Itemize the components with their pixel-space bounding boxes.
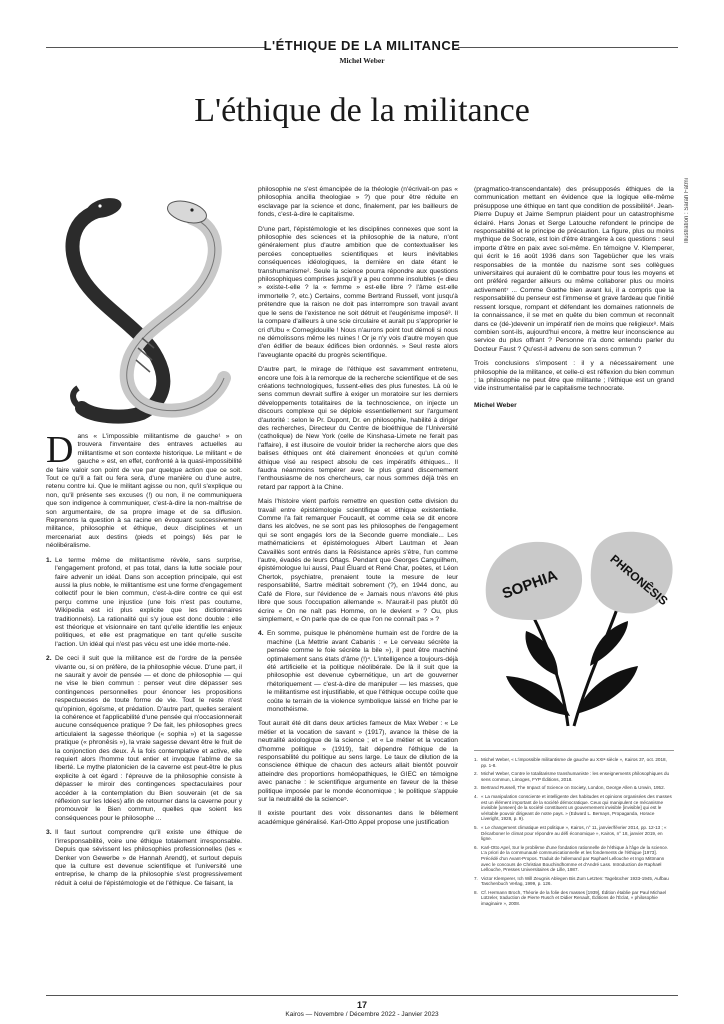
numbered-point — [46, 829, 242, 888]
paragraph: Mais l'histoire vient parfois remettre en question cette division du travail entre épistémologie scientifique et éthique existentielle. Comme l'a fait remarquer Foucault, et comme cela se dit encore dans les alcôves, ne se sont pas les philosophes de l'engagement qui se sont engagés lors de la Seconde guerre mondiale... Les mathématiciens et épistémologues Albert Lautman et Jean Cavaillès sont entrés dans la Résistance après s'être, l'un comme l'autre, évadés de leurs Oflags. Pendant que Georges Canguilhem, épistémologue lui aussi, Paul Éluard et René Char, poètes, et Léon Chertok, psychiatre, prenaient toute la mesure de leur responsabilité, Sartre méditait sobrement (?), en 1944 donc, au Café de Flore, sur l'évidence de « Jamais nous n'avons été plus libre que sous l'occupation allemande ». N'aurait-il pas plutôt dû écrire « On ne naît pas Homme, on le devient » ? Ou, plus simplement, « On parle que de ce que l'on ne connaît pas » ? — [258, 498, 458, 623]
intro-text: ans « L'impossible militantisme de gauche¹ » on trouvera l'inventaire des entraves actuelles au militantisme et son contexte historique. Le militant « de gauche » est, en effet, confronté à la quasi-impossibilité de faire valoir son point de vue par quelque action que ce soit. Tout ce qu'il a fait ou fera sera, d'une manière ou d'une autre, retenu contre lui. Que le militant agisse ou non, qu'il s'explique ou non, qu'il présente ses excuses (!) ou non, il ne communiquera que son indigence à communiquer, c'est-à-dire la non-maîtrise de son argumentaire, de sa propre image et de sa diffusion. Reprenons la question à sa racine en évoquant successivement militance, philosophie et éthique, deux disciplines et un mercenariat aux destins (pieds et poings) liés par le néolibéralisme. — [46, 433, 242, 550]
paragraph: (pragmatico-transcendantale) des présupposés éthiques de la communication mettant en évidence que la logique elle-même présuppose une éthique en tant que condition de possibilité⁶. Jean-Pierre Dupuy et Jaime Semprun plaident pour un catastrophisme éclairé. Hans Jonas et Serge Latouche refondent le principe de responsabilité et le principe de précaution. La figure, plus ou moins mythique de Socrate, est loin d'être étrangère à ces questions : seul importe d'être en paix avec soi-même. En témoigne V. Klemperer, qui écrit le 16 août 1936 dans son Tagebücher que les vrais responsables de la montée du nazisme sont ses collègues universitaires qui auraient dû le combattre pour tous les moyens et ont préféré regarder ailleurs ou même collaborer plus ou moins activement⁷ ... Comme Gœthe bien avant lui, il a compris que la responsabilité du penseur est l'immense et grave fardeau que l'initié ressent lorsque, rompant et défendant les domaines rationnels de la connaissance, il se met en quête du bien commun et reconnaît dans ce (dé-)devenir un impératif rien de moins que religieux⁸. Mais combien sont-ils, aujourd'hui encore, à mettre leur inconscience au service du plus offrant ? Personne n'a donc entendu parler du Docteur Faust ? Qu'est-il advenu de son sens commun ? — [474, 186, 674, 353]
light-serpent — [127, 218, 224, 411]
column-2 — [258, 186, 458, 833]
dark-serpent-tail — [73, 388, 82, 408]
footnote: 4. « La manipulation consciente et intelligente des habitudes et opinions organisées des masses est un élément important de la société démocratique. Ceux qui manipulent ce mécanisme invisible [unseen] de la société constituent un gouvernement invisible [invisible] qui est le véritable pouvoir dirigeant de notre pays. » (Edward L. Bernays, Propaganda, Horace Liveright, 1928, p. 9). — [474, 793, 672, 822]
paragraph: Tout aurait été dit dans deux articles fameux de Max Weber : « Le métier et la vocation de savant » (1917), avance la thèse de la neutralité axiologique de la science ; et « Le métier et la vocation d'homme politique » (1919), fait dépendre l'éthique de la responsabilité du politique au sens large. Le taux de dilution de la conscience éthique de chacun des acteurs allait bientôt pouvoir atteindre des proportions homéopathiques, le GIEC en témoigne avec panache : le scientifique argumente en faveur de la thèse politique imposée par le monde économique ; le politique s'appuie sur la neutralité de la science⁵. — [258, 720, 458, 804]
footnote: 7. Victor Klemperer, Ich Will Zeugnis Ablegen Bis Zum Letzten: Tagebücher 1933-1945, Aufbau Taschenbuch Verlag, 1999, p. 126. — [474, 875, 669, 887]
dark-serpent — [72, 210, 163, 417]
point-number: 1. — [46, 556, 52, 564]
footnotes-rule — [474, 750, 674, 751]
serpents-illustration — [42, 188, 242, 428]
paragraph: D'autre part, le mirage de l'éthique est savamment entretenu, encore une fois à la remorque de la recherche scientifique et de ses créations technologiques, fussent-elles des plus funestes. Là où le sens commun devrait suffire à exiger un moratoire sur les derniers développements totalitaires de la technoscience, on injecte un discours complexe qui se déploie essentiellement sur l'argument d'autorité : selon le Pr. Dupont, Dr. en philosophie, habilité à diriger des recherches, Directeur du Centre de bioéthique de l'Université (catholique) de New York (celle de Kinshasa-Limete ne ferait pas l'affaire), il est illusoire de vouloir brider la recherche alors que des balises éthiques ont été clairement énoncées et qu'un comité éthique visé au respect absolu de ces impératifs éthiques... Il faudra néanmoins tempérer avec le plus grand discernement l'enthousiasme de nos chercheurs, car nous sommes déjà très en retard par rapport à la Chine. — [258, 366, 458, 491]
numbered-point — [46, 557, 242, 649]
page-number: 17 — [356, 1000, 367, 1010]
drop-cap: D — [46, 429, 74, 471]
paragraph: philosophie ne s'est émancipée de la théologie (n'écrivait-on pas « philosophia ancilla theologiae » ?) que pour être réduite en esclavage par la science et donc, finalement, par les bailleurs de fonds, c'est-à-dire le capitalisme. — [258, 186, 458, 219]
footer-rule — [46, 995, 678, 996]
petal-label-right: PHRONÊSIS — [607, 551, 671, 609]
numbered-point — [258, 630, 458, 714]
footnote: 5. « Le changement climatique est politique », Kairos, n° 11, janvier/février 2014, pp. 12-13 ; « Décarboner le climat pour répondre au défi économique », Kairos, n° 18, janvier 2019, en ligne. — [474, 824, 667, 842]
article-title: L'éthique de la militance — [194, 92, 530, 129]
column-1 — [46, 429, 242, 894]
paragraph: Il existe pourtant des voix dissonantes dans le bêlement académique généralisé. Karl-Otto Appel propose une justification — [258, 810, 458, 826]
footnote: 8. Cf. Hermann Broch, Théorie de la folie des masses [1939], Édition établie par Paul Michael Lützeler, traduction de Pierre Rusch et Didier Renault, Éditions de l'Éclat, « philosophie imaginaire », 2008. — [474, 889, 667, 907]
flower-illustration — [478, 526, 678, 741]
point-number: 3. — [46, 829, 52, 837]
running-header-title: L'ÉTHIQUE DE LA MILITANCE — [263, 38, 461, 53]
point-text: Il faut surtout comprendre qu'il existe une éthique de l'irresponsabilité, voire une éthique totalement irresponsable. Depuis que sévissent les philosophies professionnelles (les « Denker von Gewerbe » de Hannah Arendt), et surtout depuis que la culture est devenue scientifique et l'université une entreprise, le champ de la philosophie s'est progressivement réduit à celui de l'épistémologie et de l'éthique. Ce faisant, la — [55, 829, 242, 887]
column-3 — [474, 186, 674, 410]
petal-label-left: SOPHIA — [499, 566, 560, 603]
point-number: 2. — [46, 655, 52, 663]
illustration-credit: Illustration : Sarah Fatmi — [684, 178, 690, 244]
footnote: 3. Bertrand Russell, The Impact of Science on Society, London, George Allen & Unwin, 1952. — [474, 785, 665, 791]
signature: Michel Weber — [474, 401, 517, 409]
paragraph: D'une part, l'épistémologie et les disciplines connexes que sont la philosophie des sciences et la philosophie de la nature, n'ont généralement plus d'autre ambition que de contextualiser les percées conceptuelles scientifiques et leurs inévitables conséquences idéologiques, la dernière en date étant le transhumanisme². Seule la science pourra répondre aux questions philosophiques comprises jusqu'il y a peu comme insolubles (« dieu » existe-t-elle ? la « femme » est-elle libre ? l'âme est-elle immortelle ?, etc.) Certains, comme Bertrand Russell, vont jusqu'à prétendre que la raison ne doit pas interrompre son travail avant que le sens de l'existence ne soit détruit et l'eugénisme imposé³. Il la compare d'ailleurs à une scie circulaire et aurait pu s'approprier le cri d'Ubu « Cornegidouille ! Nous n'aurons point tout démoli si nous ne démolissons même les ruines ! Or je n'y vois d'autre moyen que d'en édifier de beaux édifices bien ordonnés. » Seul reste alors l'aveuglante opacité du progrès scientifique. — [258, 225, 459, 359]
issue-line: Kairos — Novembre / Décembre 2022 - Janvier 2023 — [285, 1011, 439, 1018]
intro-paragraph — [46, 429, 242, 551]
point-text: En somme, puisque le phénomène humain est de l'ordre de la machine (La Mettrie avant Cabanis : « Le cerveau sécrète la pensée comme le foie sécrète la bile »), il peut être machiné optimalement sans états d'âme (!)⁴. L'intelligence a toujours-déjà été artificielle et la politique néolibérale. De là il suit que la philosophie est devenue cybernétique, un art de gouverner rhétoriquement — c'est-à-dire de manipuler — les masses, que le militantisme est injustifiable, et que l'éthique occupe coûte que coûte le terrain de la violence symbolique laissé en friche par le monothéisme. — [267, 630, 458, 713]
point-number: 4. — [258, 630, 264, 638]
point-text: De ceci il suit que la militance est de l'ordre de la pensée vivante ou, si on préfère, de la philosophie vécue. D'une part, il ne saurait y avoir de pensée — et donc de philosophie — qui ne vise le bien commun : penser veut dire dépasser ses contingences personnelles pour énoncer les propositions respectueuses de toute forme de vie. Tout le reste n'est qu'opinion, égoïsme, et prédation. D'autre part, quelles seraient la cohérence et l'applicabilité d'une pensée qui n'occasionnerait aucune conséquence pratique ? De fait, les philosophes grecs articulaient la sagesse théorique (« sophia ») et la sagesse pratique (« phronêsis »), la vraie sagesse devant être le fruit de la conjonction des deux. À la fois contemplative et active, elle requiert alors l'homme tout entier et invoque l'abîme de sa liberté. Le mythe platonicien de la caverne est peut-être le plus explicite à cet égard : l'épreuve de la philosophie consiste à dépasser le miroir des contingences spectaculaires pour accéder à la contemplation du Bien souverain (et de sa réflexion sur les Idées) afin de retourner dans la caverne pour y promouvoir le Bien commun, quelles que soient les conséquences pour le philosophe ... — [55, 655, 242, 822]
footnote: 6. Karl-Otto Apel, Sur le problème d'une fondation rationnelle de l'éthique à l'âge de la science. L'a priori de la communauté communicationnelle et les fondements de l'éthique [1973]. Précédé d'un Avant-Propos. Traduit de l'allemand par Raphaël Lellouche et Ingo Mittmann avec le concours de Christian Bouchindhomme et d'André Lass. Introduction de Raphaël Lellouche, Presses Universitaires de Lille, 1987. — [474, 844, 669, 873]
point-text: Le terme même de militantisme révèle, sans surprise, l'engagement profond, et pas total, dans la lutte sociale pour faire advenir un idéal. Dans son acception principale, qui est aussi la plus noble, le militantisme est une forme d'engagement collectif pour le bien commun, c'est-à-dire contre ce qui est perçu comme une injustice (une fois n'est pas coutume, Wikipedia est ici plus explicite que les dictionnaires traditionnels). La rationalité qui s'y joue est donc double : elle est théorique et visionnaire en tant qu'elle identifie les enjeux politiques, et elle est pragmatique en tant qu'elle suscite l'action. Un idéal qui n'est pas vécu est une idée morte-née. — [55, 556, 242, 648]
footnote: 1. Michel Weber, « L'impossible militantisme de gauche au XXIᵉ siècle », Kairos 37, oct. 2018, pp. 1-8. — [474, 757, 667, 768]
running-header-author: Michel Weber — [339, 56, 385, 65]
footnote: 2. Michel Weber, Contre le totalitarisme transhumaniste : les enseignements philosophiques du sens commun, Limoges, FYP Éditions, 2018. — [474, 771, 670, 782]
paragraph: Trois conclusions s'imposent : il y a nécessairement une philosophie de la militance, et celle-ci est réflexion du bien commun ; la philosophie ne peut être que militante ; l'éthique est un grand vide instrumentalisé par le capitalisme technocrate. — [474, 360, 674, 393]
footnotes — [474, 757, 674, 910]
numbered-point — [46, 655, 242, 823]
